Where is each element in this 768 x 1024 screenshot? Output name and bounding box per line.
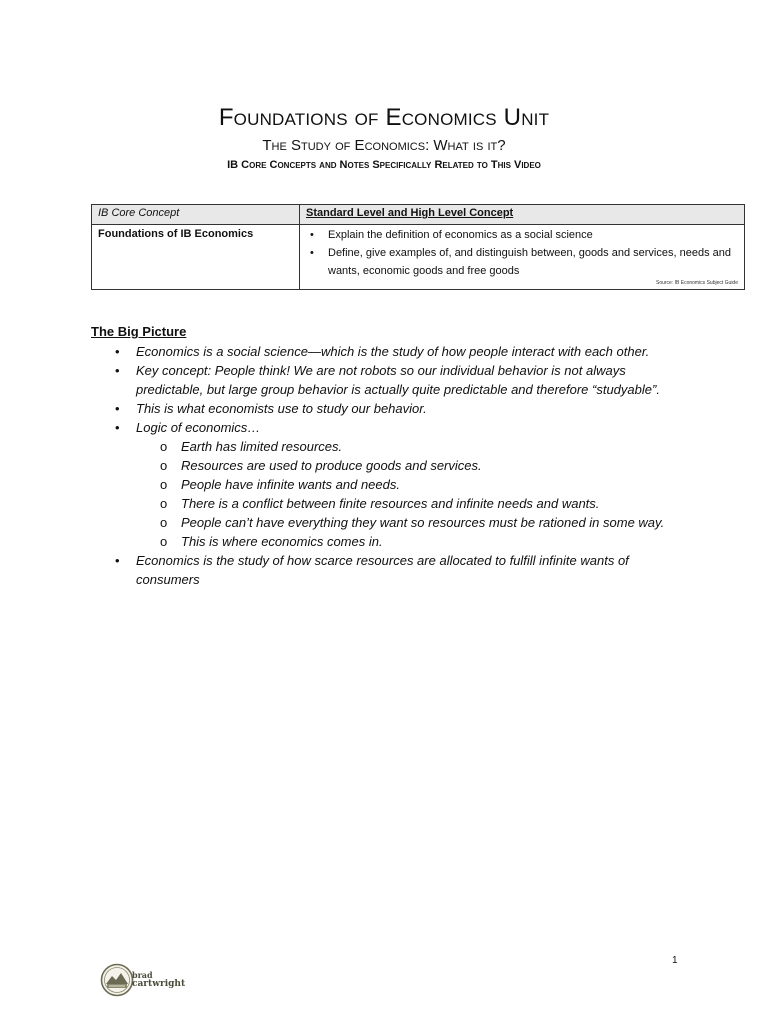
concept-table-column-divider <box>299 205 300 289</box>
list-item: • Key concept: People think! We are not robots so our individual behavior is not always predictable, but large group behavior is actually quite predictable and therefore “studyable”. <box>91 361 691 399</box>
brand-logo <box>100 963 190 997</box>
concept-table-source: Source: IB Economics Subject Guide <box>656 280 738 286</box>
document-subtitle: The Study of Economics: What is it? <box>262 137 506 154</box>
sub-list-item: o Resources are used to produce goods and services. <box>136 456 691 475</box>
big-picture-heading: The Big Picture <box>91 324 187 339</box>
list-item: • Economics is the study of how scarce resources are allocated to fulfill infinite wants of consumers <box>91 551 691 589</box>
list-item-label: Logic of economics… <box>136 420 261 435</box>
concept-table-item-list <box>306 226 736 280</box>
logo-line2: cartwright <box>132 979 186 989</box>
list-item: • Economics is a social science—which is the study of how people interact with each other. <box>91 342 691 361</box>
document-title: Foundations of Economics Unit <box>218 104 550 131</box>
logo-line1: brad <box>132 970 153 980</box>
document-subheading: IB Core Concepts and Notes Specifically Related to This Video <box>227 159 541 171</box>
sub-list-item: o People can’t have everything they want so resources must be rationed in some way. <box>136 513 691 532</box>
list-item-logic <box>91 418 691 551</box>
concept-table-row-concept: Foundations of IB Economics <box>98 228 254 240</box>
concept-table-col1-header: IB Core Concept <box>98 207 180 219</box>
sub-list-item: o Earth has limited resources. <box>136 437 691 456</box>
logic-sub-list <box>136 437 691 551</box>
concept-table-col2-header: Standard Level and High Level Concept <box>306 207 514 219</box>
mountain-badge-icon <box>100 963 134 997</box>
sub-list-item: o This is where economics comes in. <box>136 532 691 551</box>
page-number: 1 <box>672 955 678 966</box>
list-item: • This is what economists use to study our behavior. <box>91 399 691 418</box>
logo-wordmark <box>132 971 185 989</box>
concept-table-item: • Define, give examples of, and distinguish between, goods and services, needs and wants, economic goods and free goods <box>306 244 736 280</box>
concept-table-item: • Explain the definition of economics as a social science <box>306 226 736 244</box>
concept-table <box>91 204 745 290</box>
big-picture-list <box>91 342 691 589</box>
sub-list-item: o There is a conflict between finite resources and infinite needs and wants. <box>136 494 691 513</box>
sub-list-item: o People have infinite wants and needs. <box>136 475 691 494</box>
